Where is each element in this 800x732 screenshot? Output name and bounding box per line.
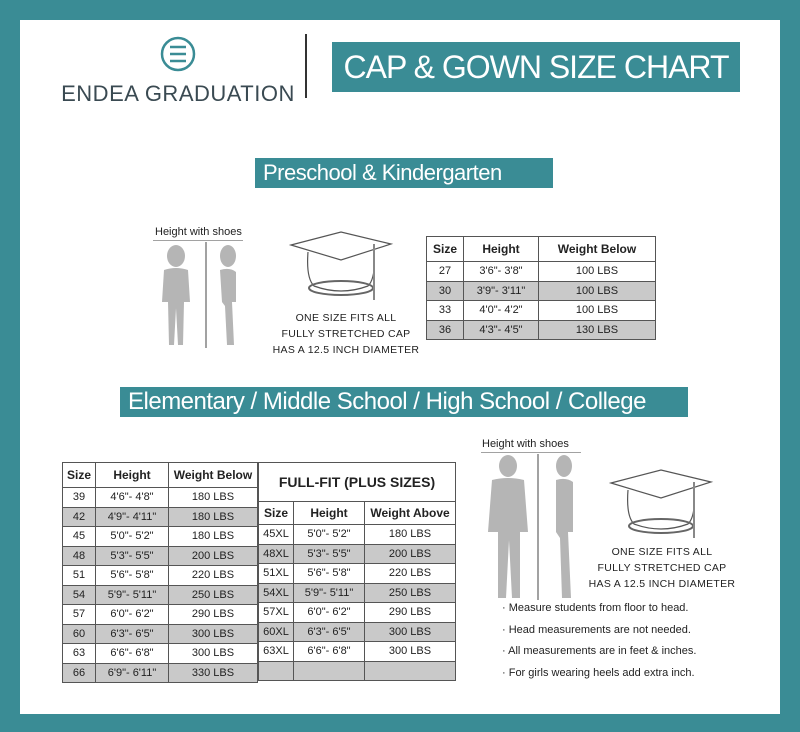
col-header: Size [63,463,96,488]
table-row: 54 5'9"- 5'11" 250 LBS [63,585,258,605]
col-header: Size [427,237,464,262]
table-row: 39 4'6"- 4'8" 180 LBS [63,488,258,508]
col-header: Height [96,463,169,488]
cap-note-line: ONE SIZE FITS ALL [295,312,397,324]
fullfit-size-table [258,462,456,681]
fullfit-title: FULL-FIT (PLUS SIZES) [259,463,456,502]
table-row: 51 5'6"- 5'8" 220 LBS [63,566,258,586]
table-row: 57 6'0"- 6'2" 290 LBS [63,605,258,625]
cap-note-line: HAS A 12.5 INCH DIAMETER [272,344,420,356]
table-row: 27 3'6"- 3'8" 100 LBS [427,262,656,282]
preschool-size-table [426,236,656,340]
table-row: 48 5'3"- 5'5" 200 LBS [63,546,258,566]
table-row [259,661,456,681]
elementary-height-label: Height with shoes [482,438,569,450]
table-row: 57XL 6'0"- 6'2" 290 LBS [259,603,456,623]
col-header: Height [464,237,539,262]
table-row: 42 4'9"- 4'11" 180 LBS [63,507,258,527]
col-header: Weight Below [169,463,258,488]
preschool-height-label: Height with shoes [155,226,242,238]
table-row: 33 4'0"- 4'2" 100 LBS [427,301,656,321]
cap-note-line: HAS A 12.5 INCH DIAMETER [588,578,736,590]
child-figure-icon [148,240,248,352]
elementary-heading: Elementary / Middle School / High School / College [120,387,688,417]
measurement-notes [502,598,696,684]
table-row: 54XL 5'9"- 5'11" 250 LBS [259,583,456,603]
preschool-heading: Preschool & Kindergarten [255,158,553,188]
table-row: 60XL 6'3"- 6'5" 300 LBS [259,622,456,642]
note-item: · All measurements are in feet & inches. [502,645,697,657]
page-title: CAP & GOWN SIZE CHART [332,42,740,92]
elementary-size-table [62,462,258,683]
col-header: Weight Above [365,502,456,525]
logo-icon [160,36,196,72]
table-row: 45XL 5'0"- 5'2" 180 LBS [259,525,456,545]
cap-note-line: FULLY STRETCHED CAP [281,328,411,340]
note-item: · For girls wearing heels add extra inch. [502,666,695,679]
logo [58,36,298,107]
header-divider [305,34,307,98]
table-row: 36 4'3"- 4'5" 130 LBS [427,320,656,340]
note-item: · Head measurements are not needed. [502,623,691,636]
table-row: 51XL 5'6"- 5'8" 220 LBS [259,564,456,584]
note-item: · Measure students from floor to head. [502,602,689,614]
chart-sheet [20,20,780,714]
cap-note-line: FULLY STRETCHED CAP [597,562,727,574]
graduation-cap-icon [606,468,716,543]
adult-figure-icon [476,452,586,604]
elementary-cap-note [582,544,742,592]
graduation-cap-icon [286,230,396,305]
preschool-cap-note [266,310,426,358]
table-row: 66 6'9"- 6'11" 330 LBS [63,663,258,683]
col-header: Height [294,502,365,525]
cap-note-line: ONE SIZE FITS ALL [611,546,713,558]
table-row: 30 3'9"- 3'11" 100 LBS [427,281,656,301]
col-header: Weight Below [539,237,656,262]
table-row: 60 6'3"- 6'5" 300 LBS [63,624,258,644]
table-row: 48XL 5'3"- 5'5" 200 LBS [259,544,456,564]
table-row: 45 5'0"- 5'2" 180 LBS [63,527,258,547]
col-header: Size [259,502,294,525]
table-row: 63 6'6"- 6'8" 300 LBS [63,644,258,664]
brand-name: ENDEA GRADUATION [61,81,295,106]
table-row: 63XL 6'6"- 6'8" 300 LBS [259,642,456,662]
